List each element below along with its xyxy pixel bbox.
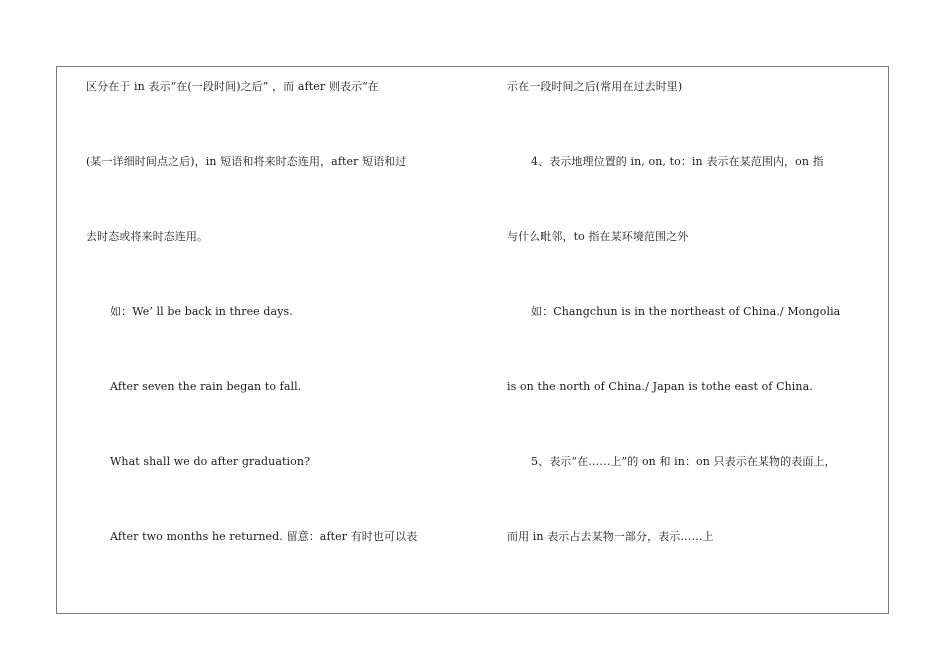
right-line-7: 而用 in 表示占去某物一部分，表示……上 — [507, 530, 714, 543]
right-line-1: 示在一段时间之后(常用在过去时里) — [507, 80, 683, 93]
left-line-3: 去时态或将来时态连用。 — [86, 230, 209, 243]
right-line-3: 与什么毗邻，to 指在某环境范围之外 — [507, 230, 689, 243]
left-line-2: (某一详细时间点之后)，in 短语和将来时态连用，after 短语和过 — [86, 155, 407, 168]
left-line-7: After two months he returned. 留意：after 有时也可以表 — [110, 530, 418, 543]
left-line-1: 区分在于 in 表示“在(一段时间)之后” ，而 after 则表示“在 — [86, 80, 379, 93]
right-line-5: is on the north of China./ Japan is tothe east of China. — [507, 380, 813, 393]
right-line-2: 4、表示地理位置的 in, on, to：in 表示在某范围内，on 指 — [531, 155, 824, 168]
right-line-4: 如：Changchun is in the northeast of China./ Mongolia — [531, 305, 841, 318]
left-line-4: 如：We’ ll be back in three days. — [110, 305, 293, 318]
left-line-6: What shall we do after graduation? — [110, 455, 311, 468]
right-line-6: 5、表示“在……上”的 on 和 in：on 只表示在某物的表面上， — [531, 455, 836, 468]
left-line-5: After seven the rain began to fall. — [110, 380, 302, 393]
